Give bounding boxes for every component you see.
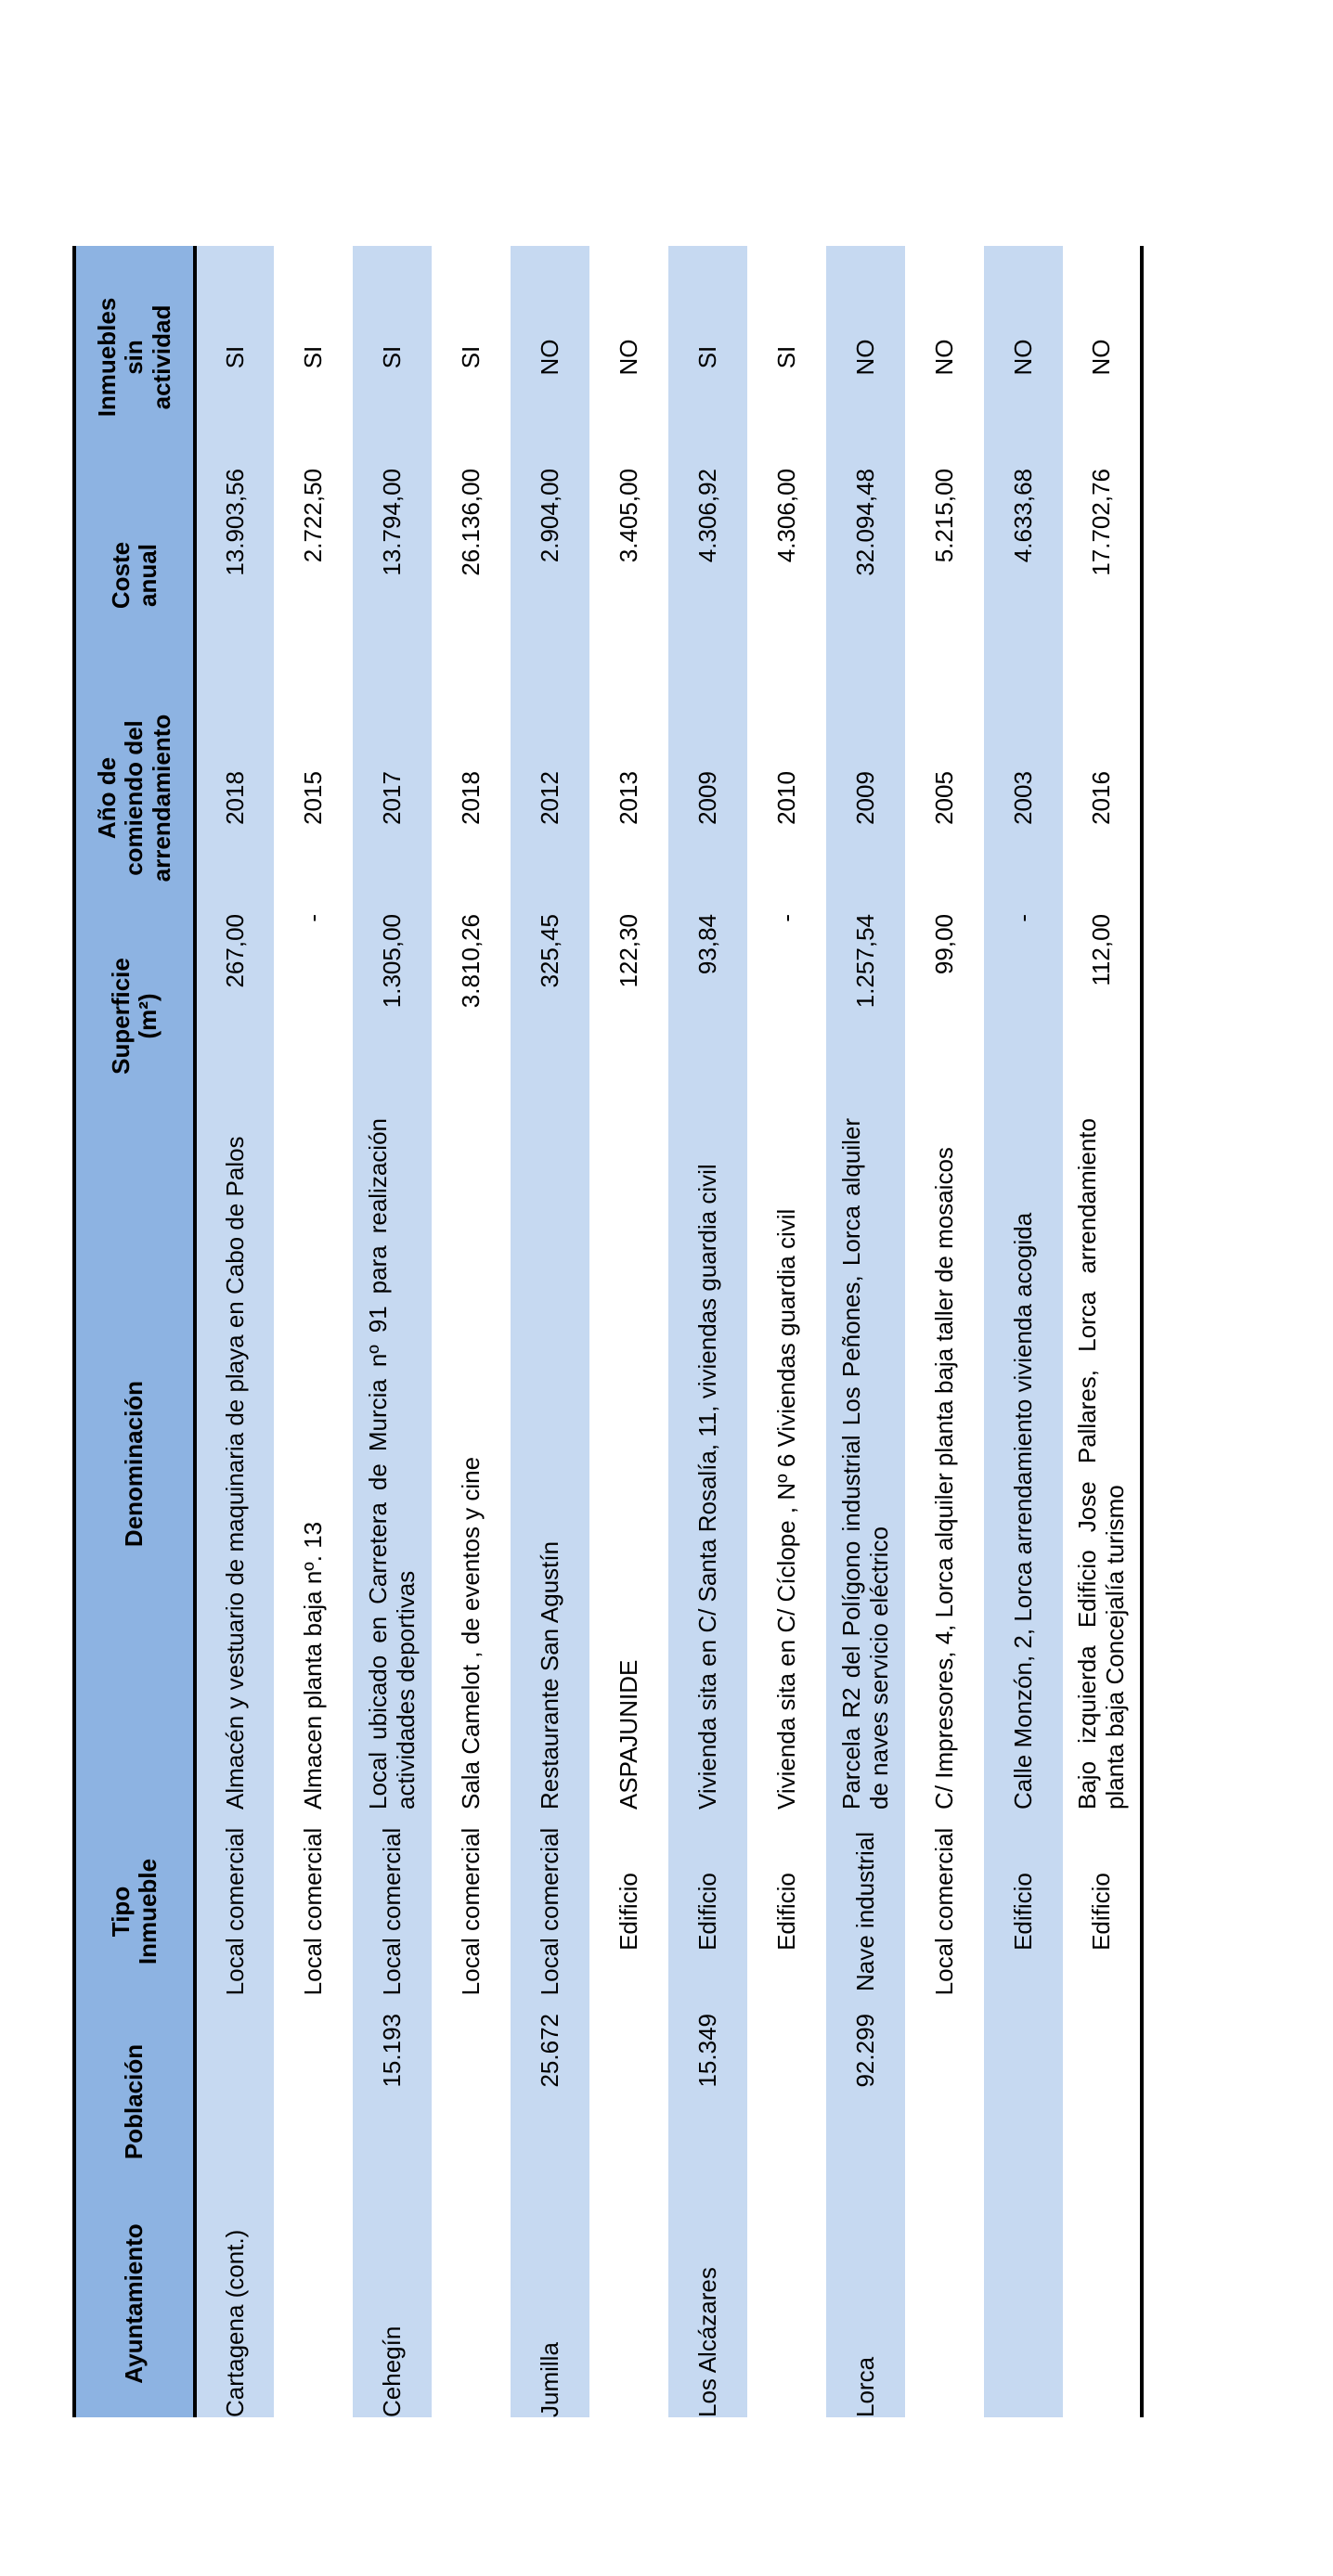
cell-sin-actividad: SI — [771, 345, 800, 369]
cell-anio: 2016 — [1063, 682, 1142, 914]
cell-coste: 13.794,00 — [377, 469, 406, 576]
cell-tipo: Edificio — [692, 1873, 721, 1951]
header-ayuntamiento: Ayuntamiento — [74, 2190, 195, 2417]
cell-anio: 2009 — [850, 771, 879, 825]
cell-superficie: 122,30 — [614, 914, 642, 988]
cell-denominacion: C/ Impresores, 4, Lorca alquiler planta baja taller de mosaicos — [929, 1147, 958, 1810]
header-poblacion: Población — [74, 2014, 195, 2190]
cell-poblacion — [905, 2014, 984, 2190]
cell-denominacion: Local ubicado en Carretera de Murcia nº 91 para realización actividades deportivas — [364, 1118, 420, 1810]
cell-tipo: Edificio — [1063, 1810, 1142, 2014]
cell-ayuntamiento: Los Alcázares — [692, 2267, 721, 2417]
cell-superficie: 1.305,00 — [377, 914, 406, 1009]
cell-poblacion — [432, 2014, 511, 2190]
cell-superficie: 3.810,26 — [456, 914, 485, 1009]
cell-denominacion: Parcela R2 del Polígono industrial Los Peñones, Lorca alquiler de naves servicio eléctrico — [837, 1118, 893, 1810]
cell-sin-actividad: SI — [692, 345, 721, 369]
cell-superficie: - — [1008, 914, 1037, 922]
table-row — [511, 246, 589, 2417]
inmuebles-table — [72, 246, 1144, 2417]
cell-poblacion: 92.299 — [850, 2014, 879, 2088]
cell-coste: 3.405,00 — [614, 469, 642, 563]
header-coste-anual: Coste anual — [74, 469, 195, 682]
cell-sin-actividad: SI — [220, 345, 249, 369]
cell-tipo: Edificio — [771, 1873, 800, 1951]
cell-sin-actividad: SI — [456, 345, 485, 369]
header-anio-arrendamiento: Año de comiendo del arrendamiento — [74, 682, 195, 914]
cell-sin-actividad: NO — [535, 339, 563, 376]
cell-denominacion: Almacén y vestuario de maquinaria de playa en Cabo de Palos — [220, 1136, 249, 1810]
cell-sin-actividad: SI — [298, 345, 327, 369]
cell-anio: 2005 — [929, 771, 958, 825]
cell-coste: 13.903,56 — [220, 469, 249, 576]
cell-denominacion: Bajo izquierda Edificio Jose Pallares, Lorca arrendamiento planta baja Concejalía turismo — [1063, 1118, 1142, 1810]
cell-superficie: 325,45 — [535, 914, 563, 988]
cell-poblacion — [747, 2014, 826, 2190]
cell-ayuntamiento: Lorca — [850, 2356, 879, 2417]
cell-superficie: 112,00 — [1063, 914, 1142, 1118]
cell-coste: 2.904,00 — [535, 469, 563, 563]
table-row — [905, 246, 984, 2417]
cell-tipo: Local comercial — [929, 1827, 958, 1996]
cell-ayuntamiento: Cehegín — [377, 2325, 406, 2417]
table-row — [668, 246, 747, 2417]
table-row — [826, 246, 905, 2417]
cell-denominacion: Restaurante San Agustín — [535, 1540, 563, 1810]
cell-anio: 2018 — [456, 771, 485, 825]
cell-ayuntamiento — [432, 2190, 511, 2417]
cell-sin-actividad: SI — [377, 345, 406, 369]
cell-poblacion — [1063, 2014, 1142, 2190]
cell-tipo: Edificio — [1008, 1873, 1037, 1951]
table-row — [274, 246, 353, 2417]
table-row — [432, 246, 511, 2417]
cell-sin-actividad: NO — [1063, 246, 1142, 469]
cell-poblacion: 25.672 — [535, 2014, 563, 2088]
cell-tipo: Edificio — [614, 1873, 642, 1951]
cell-tipo: Local comercial — [535, 1827, 563, 1996]
header-inmuebles-sin-actividad: Inmuebles sin actividad — [74, 246, 195, 469]
cell-coste: 26.136,00 — [456, 469, 485, 576]
table-row — [747, 246, 826, 2417]
cell-coste: 32.094,48 — [850, 469, 879, 576]
header-denominacion: Denominación — [74, 1118, 195, 1810]
cell-superficie: - — [298, 914, 327, 922]
cell-ayuntamiento: Jumilla — [535, 2342, 563, 2417]
cell-ayuntamiento — [905, 2190, 984, 2417]
cell-sin-actividad: NO — [614, 339, 642, 376]
cell-denominacion: Calle Monzón, 2, Lorca arrendamiento vivienda acogida — [1008, 1212, 1037, 1810]
cell-superficie: - — [771, 914, 800, 922]
cell-poblacion — [589, 2014, 668, 2190]
cell-ayuntamiento — [274, 2190, 353, 2417]
cell-superficie: 99,00 — [929, 914, 958, 975]
cell-anio: 2010 — [771, 771, 800, 825]
cell-sin-actividad: NO — [929, 339, 958, 376]
cell-anio: 2017 — [377, 771, 406, 825]
cell-denominacion: Almacen planta baja nº. 13 — [298, 1521, 327, 1810]
cell-ayuntamiento — [747, 2190, 826, 2417]
cell-tipo: Local comercial — [377, 1827, 406, 1996]
cell-tipo: Nave industrial — [850, 1832, 879, 1991]
cell-coste: 4.306,00 — [771, 469, 800, 563]
cell-poblacion — [195, 2014, 274, 2190]
header-superficie: Superficie (m²) — [74, 914, 195, 1118]
cell-coste: 17.702,76 — [1063, 469, 1142, 682]
cell-coste: 4.306,92 — [692, 469, 721, 563]
rotated-table-frame — [72, 246, 1182, 2417]
header-tipo-inmueble: Tipo Inmueble — [74, 1810, 195, 2014]
cell-denominacion: Vivienda sita en C/ Santa Rosalía, 11, viviendas guardia civil — [692, 1164, 721, 1810]
cell-poblacion: 15.193 — [377, 2014, 406, 2088]
header-row — [74, 246, 195, 2417]
cell-poblacion — [984, 2014, 1063, 2190]
cell-ayuntamiento — [1063, 2190, 1142, 2417]
cell-anio: 2012 — [535, 771, 563, 825]
cell-denominacion: ASPAJUNIDE — [614, 1659, 642, 1810]
cell-poblacion: 15.349 — [692, 2014, 721, 2088]
table-row — [195, 246, 274, 2417]
cell-coste: 4.633,68 — [1008, 469, 1037, 563]
table-row — [353, 246, 432, 2417]
cell-anio: 2013 — [614, 771, 642, 825]
cell-anio: 2009 — [692, 771, 721, 825]
cell-anio: 2018 — [220, 771, 249, 825]
cell-anio: 2015 — [298, 771, 327, 825]
cell-ayuntamiento — [984, 2190, 1063, 2417]
cell-tipo: Local comercial — [456, 1827, 485, 1996]
cell-superficie: 267,00 — [220, 914, 249, 988]
cell-coste: 2.722,50 — [298, 469, 327, 563]
cell-ayuntamiento: Cartagena (cont.) — [220, 2229, 249, 2417]
cell-superficie: 93,84 — [692, 914, 721, 975]
cell-coste: 5.215,00 — [929, 469, 958, 563]
table-row — [984, 246, 1063, 2417]
table-row — [1063, 246, 1142, 2417]
cell-ayuntamiento — [589, 2190, 668, 2417]
table-row — [589, 246, 668, 2417]
cell-tipo: Local comercial — [298, 1827, 327, 1996]
cell-tipo: Local comercial — [220, 1827, 249, 1996]
cell-poblacion — [274, 2014, 353, 2190]
cell-superficie: 1.257,54 — [850, 914, 879, 1009]
cell-sin-actividad: NO — [850, 339, 879, 376]
cell-sin-actividad: NO — [1008, 339, 1037, 376]
cell-denominacion: Vivienda sita en C/ Cíclope , Nº 6 Viviendas guardia civil — [771, 1208, 800, 1810]
cell-denominacion: Sala Camelot , de eventos y cine — [456, 1456, 485, 1810]
cell-anio: 2003 — [1008, 771, 1037, 825]
